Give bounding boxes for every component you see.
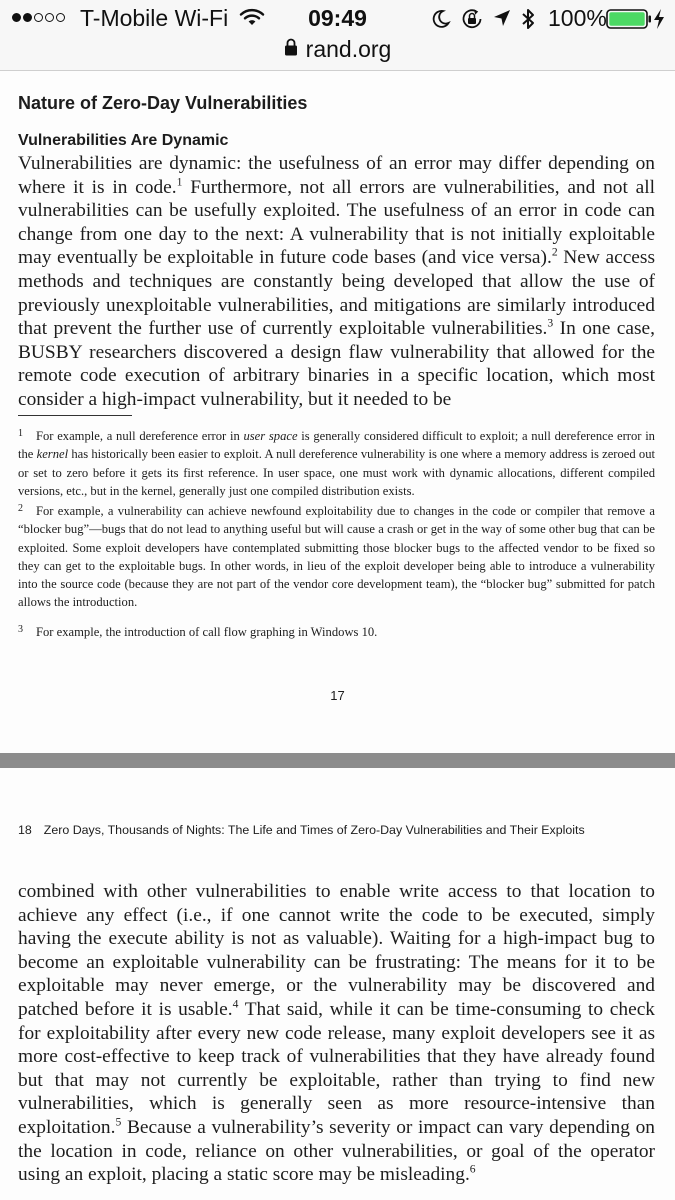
document-page-17 [0, 71, 675, 753]
footnote [18, 425, 655, 500]
subsection-title: Vulnerabilities Are Dynamic [18, 132, 229, 149]
body-paragraph: combined with other vulnerabilities to enable write access to that location to achieve any effect (i.e., if one cannot write the code to be executed, simply having the execute ability is not as valuable). Waiting for a high-impact bug to become an exploitable vulnerability can be frustrating: The means for it to be exploitable may never emerge, or the vulnerability may be discovered and patched before it is usable.$^4$ That said, while it can be time-consuming to check for exploitability after every new code release, many exploit developers see it as more cost-effective to keep track of vulnerabilities that they have already found but that may not currently be exploitable, rather than trying to find new vulnerabilities, which is generally seen as more resource-intensive than exploitation.$^5$ Because a vulnerability’s severity or impact can vary depending on the location in code, reliance on other vulnerabilities, or goal of the operator using an exploit, placing a static score may be misleading.$^6$ [18, 881, 655, 1186]
footnote [18, 621, 655, 641]
footnote-text: For example, a vulnerability can achieve newfound exploitability due to changes in the code or compiler that remove a “blocker bug”—bugs that do not lead to anything useful but will cause a crash or get in the way of some other bug that can be exploited. Some exploit developers have contemplated submitting those blocker bugs to the affected vendor to be fixed so they can get to the exploitable bugs. In other words, in lieu of the exploit developer being able to introduce a vulnerability into the source code (because they are not part of the vendor core development team), the “blocker bug” submitted for patch allows the introduction. [18, 504, 655, 610]
footnote-number: 3 [18, 624, 23, 635]
charging-bolt-icon [653, 8, 665, 35]
lock-icon [284, 38, 298, 61]
footnote-reference[interactable]: 4 [232, 997, 239, 1011]
footnote [18, 500, 655, 612]
footnote-reference[interactable]: 3 [547, 316, 554, 330]
carrier-name: T-Mobile Wi-Fi [80, 5, 229, 31]
bluetooth-icon [520, 7, 536, 36]
url-domain[interactable]: rand.org [305, 36, 392, 62]
address-bar[interactable] [0, 36, 675, 64]
footnote-reference[interactable]: 2 [551, 245, 558, 259]
footnote-text: For example, the introduction of call flow graphing in Windows 10. [36, 625, 378, 639]
address-bar-content[interactable] [284, 36, 392, 63]
location-arrow-icon [493, 9, 511, 32]
rotation-lock-icon [460, 8, 484, 35]
footnote-text: For example, a null dereference error in user space is generally considered difficult to exploit; a null dereference error in the kernel has historically been easier to exploit. A null dereference vulnerability is one where a memory address is zeroed out or set to zero before it gets its first reference. In user space, one must work with dynamic allocations, different compiled versions, etc., but in the kernel, generally just one compiled distribution exists. [18, 429, 655, 498]
emphasized-term: kernel [36, 447, 69, 462]
page-number: 18 [18, 823, 32, 837]
footnote-number: 1 [18, 428, 23, 439]
footnote-reference[interactable]: 5 [115, 1115, 122, 1129]
document-page-18 [0, 768, 675, 1200]
running-header [18, 823, 585, 837]
page-number: 17 [330, 688, 345, 703]
footnote-number: 2 [18, 503, 23, 514]
section-title: Nature of Zero-Day Vulnerabilities [18, 93, 308, 113]
clock: 09:49 [308, 5, 367, 31]
status-bar [0, 0, 675, 71]
status-row [0, 4, 675, 34]
battery-icon [606, 9, 652, 34]
footnote-reference[interactable]: 1 [176, 175, 183, 189]
footnote-divider [18, 415, 132, 416]
battery-percentage: 100% [548, 5, 607, 31]
moon-icon [432, 9, 450, 34]
footnote-reference[interactable]: 6 [469, 1162, 476, 1176]
emphasized-term: user space [243, 429, 298, 443]
body-paragraph: Vulnerabilities are dynamic: the usefulness of an error may differ depending on where it is in code.$^1$ Furthermore, not all errors are vulnerabilities, and not all vulnerabilities can be usefully exploited. The usefulness of an error in code can change from one day to the next: A vulnerability that is not initially exploitable may eventually be exploitable in future code bases (and vice versa).$^2$ New access methods and techniques are constantly being developed that allow the use of previously unexploitable vulnerabilities, and mitigations are similarly introduced that prevent the further use of currently exploitable vulnerabilities.$^3$ In one case, BUSBY researchers discovered a design flaw vulnerability that allowed for the remote code execution of arbitrary binaries in a specific location, which most consider a high-impact vulnerability, but it needed to be [18, 153, 656, 410]
running-header-title: Zero Days, Thousands of Nights: The Life and Times of Zero-Day Vulnerabilities and Their Exploits [43, 823, 585, 837]
page-separator [0, 753, 675, 768]
